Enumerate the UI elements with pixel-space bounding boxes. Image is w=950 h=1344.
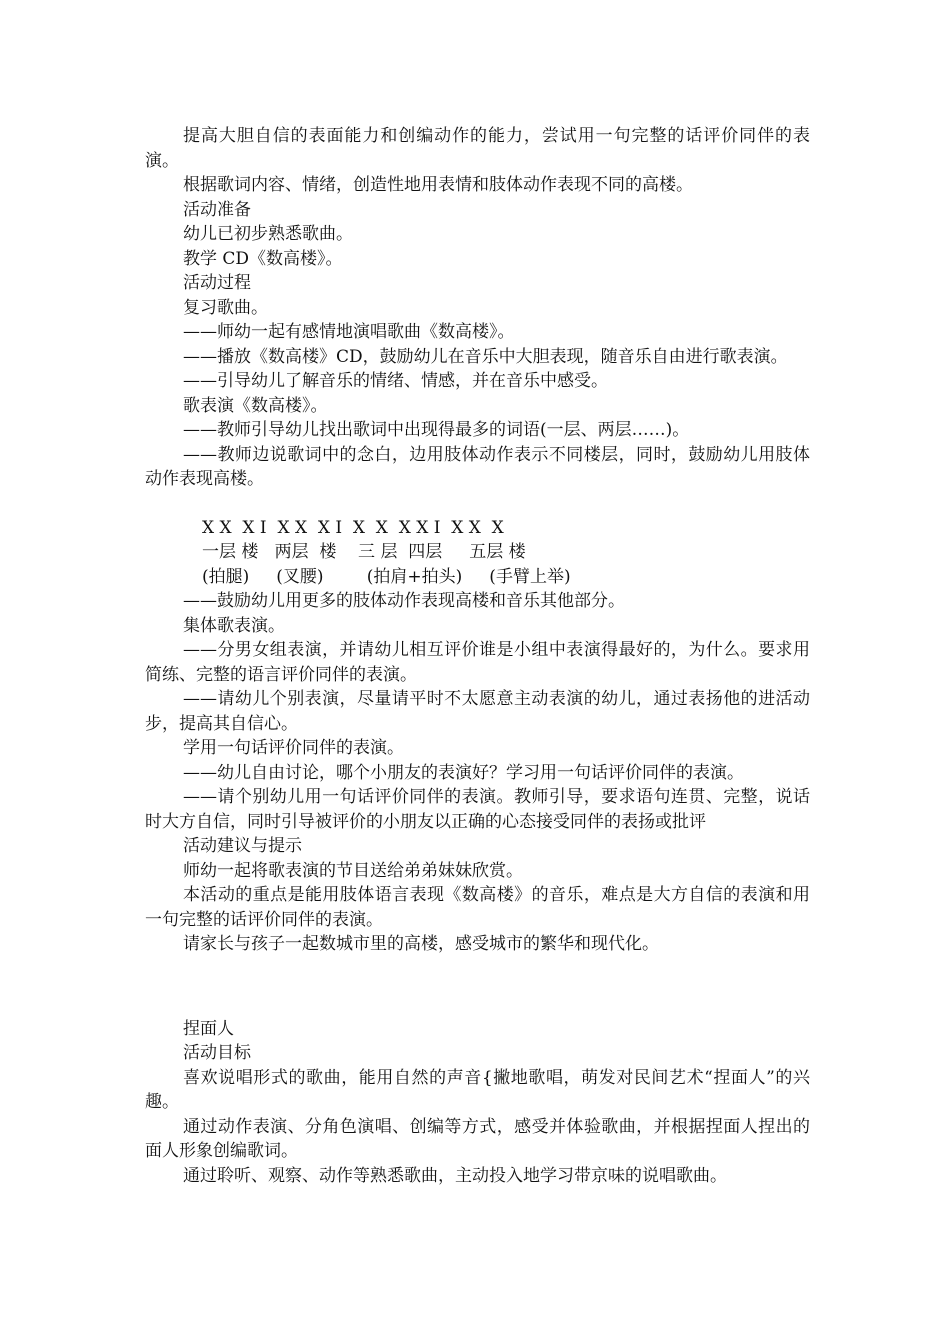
rhythm-lyrics: 一层 楼 两层 楼 三 层 四层 五层 楼 <box>202 542 526 562</box>
process-substep: ——请个别幼儿用一句话评价同伴的表演。教师引导，要求语句连贯、完整，说话时大方自信，同时引导被评价的小朋友以正确的心态接受同伴的表扬或批评 <box>145 787 810 832</box>
process-substep: ——分男女组表演，并请幼儿相互评价谁是小组中表演得最好的，为什么。要求用简练、完整的语言评价同伴的表演。 <box>145 640 810 685</box>
spacer <box>145 492 810 516</box>
spacer <box>145 957 810 1017</box>
process-substep: ——播放《数高楼》CD，鼓励幼儿在音乐中大胆表现，随音乐自由进行歌表演。 <box>183 346 788 367</box>
process-step: 歌表演《数高楼》。 <box>183 395 328 416</box>
rhythm-actions: (拍腿) (叉腰) (拍肩+拍头) (手臂上举) <box>202 566 571 587</box>
process-substep: ——教师边说歌词中的念白，边用肢体动作表示不同楼层，同时，鼓励幼儿用肢体动作表现高楼。 <box>145 444 810 489</box>
heading-suggestions: 活动建议与提示 <box>183 836 302 856</box>
process-substep: ——请幼儿个别表演，尽量请平时不太愿意主动表演的幼儿，通过表扬他的进活动步，提高其自信心。 <box>145 689 810 734</box>
process-substep: ——师幼一起有感情地演唱歌曲《数高楼》。 <box>183 322 515 342</box>
suggestion-item: 请家长与孩子一起数城市里的高楼，感受城市的繁华和现代化。 <box>183 934 659 954</box>
process-substep: ——引导幼儿了解音乐的情绪、情感，并在音乐中感受。 <box>183 371 608 391</box>
document-body <box>145 124 810 1188</box>
goal-paragraph-expression: 根据歌词内容、情绪，创造性地用表情和肢体动作表现不同的高楼。 <box>183 175 693 195</box>
preparation-item: 教学 CD《数高楼》。 <box>183 248 343 269</box>
process-step: 复习歌曲。 <box>183 297 268 318</box>
preparation-item: 幼儿已初步熟悉歌曲。 <box>183 224 353 244</box>
goal-item: 喜欢说唱形式的歌曲，能用自然的声音{撇地歌唱，萌发对民间艺术“捏面人”的兴趣。 <box>145 1067 810 1112</box>
process-substep: ——幼儿自由讨论，哪个小朋友的表演好？学习用一句话评价同伴的表演。 <box>183 762 744 783</box>
goal-item: 通过聆听、观察、动作等熟悉歌曲，主动投入地学习带京味的说唱歌曲。 <box>183 1165 727 1186</box>
heading-goals: 活动目标 <box>183 1043 251 1063</box>
suggestion-item: 师幼一起将歌表演的节目送给弟弟妹妹欣赏。 <box>183 860 523 881</box>
goal-item: 通过动作表演、分角色演唱、创编等方式，感受并体验歌曲，并根据捏面人捏出的面人形象创编歌词。 <box>145 1116 810 1161</box>
lesson-title: 捏面人 <box>183 1018 234 1039</box>
suggestion-item: 本活动的重点是能用肢体语言表现《数高楼》的音乐，难点是大方自信的表演和用一句完整的话评价同伴的表演。 <box>145 885 810 930</box>
rhythm-notation: X X X I X X X I X X X X I X X X <box>202 517 504 538</box>
process-step: 集体歌表演。 <box>183 615 285 636</box>
heading-process: 活动过程 <box>183 273 251 293</box>
heading-preparation: 活动准备 <box>183 199 251 220</box>
process-substep: ——鼓励幼儿用更多的肢体动作表现高楼和音乐其他部分。 <box>183 591 625 611</box>
process-step: 学用一句话评价同伴的表演。 <box>183 738 404 758</box>
process-substep: ——教师引导幼儿找出歌词中出现得最多的词语(一层、两层……)。 <box>183 420 690 440</box>
goal-paragraph-confidence: 提高大胆自信的表面能力和创编动作的能力，尝试用一句完整的话评价同伴的表演。 <box>145 126 810 171</box>
